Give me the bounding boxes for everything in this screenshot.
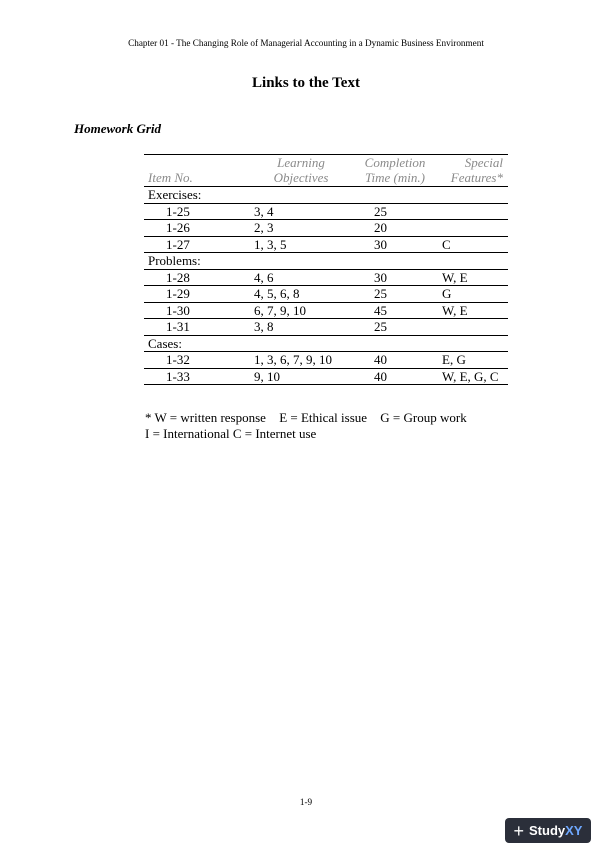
legend-line-2 [145, 426, 477, 442]
cell-learning-objectives: 6, 7, 9, 10 [254, 302, 348, 319]
table-row [144, 352, 508, 369]
cell-special-features [442, 319, 508, 336]
group-row-cases [144, 335, 508, 352]
table-row [144, 319, 508, 336]
group-row-problems [144, 253, 508, 270]
legend-line-1 [145, 410, 477, 426]
features-legend [145, 410, 477, 442]
legend-group-work: G = Group work [380, 410, 467, 425]
cell-special-features: G [442, 286, 508, 303]
cell-learning-objectives: 4, 6 [254, 269, 348, 286]
table-header [144, 155, 508, 187]
table-row [144, 220, 508, 237]
column-header-lo-line1: Learning [277, 155, 325, 170]
page-title: Links to the Text [252, 75, 360, 91]
column-header-learning-objectives [254, 155, 348, 187]
cell-completion-time: 30 [348, 269, 442, 286]
cell-special-features: W, E, G, C [442, 368, 499, 384]
cell-item-no: 1-33 [166, 368, 190, 384]
table-row [144, 368, 508, 385]
cell-item-no: 1-26 [144, 220, 254, 237]
cell-learning-objectives: 1, 3, 6, 7, 9, 10 [254, 352, 348, 369]
cell-completion-time: 30 [374, 236, 387, 252]
cell-learning-objectives: 4, 5, 6, 8 [254, 286, 348, 303]
plus-icon: + [513, 820, 525, 841]
cell-special-features [442, 203, 508, 220]
running-header: Chapter 01 - The Changing Role of Managerial Accounting in a Dynamic Business Environment [128, 38, 484, 48]
group-label: Cases: [148, 335, 182, 351]
table-row [144, 302, 508, 319]
cell-completion-time: 25 [348, 203, 442, 220]
column-header-item-no-label: Item No. [148, 170, 193, 185]
cell-completion-time: 40 [374, 368, 387, 384]
cell-completion-time: 40 [348, 352, 442, 369]
cell-item-no: 1-28 [144, 269, 254, 286]
cell-completion-time: 45 [348, 302, 442, 319]
homework-grid-table [144, 154, 508, 385]
cell-item-no: 1-29 [144, 286, 254, 303]
column-header-sf-line1: Special [464, 155, 503, 170]
column-header-completion-time [348, 155, 442, 187]
cell-completion-time: 25 [348, 286, 442, 303]
table-body [144, 187, 508, 385]
column-header-ct-line2: Time (min.) [365, 170, 425, 185]
cell-item-no: 1-32 [144, 352, 254, 369]
cell-special-features [442, 220, 508, 237]
cell-item-no: 1-25 [144, 203, 254, 220]
cell-special-features: W, E [442, 302, 508, 319]
table-row [144, 286, 508, 303]
legend-written-response: * W = written response [145, 410, 266, 425]
cell-special-features: C [442, 236, 451, 252]
cell-item-no: 1-30 [144, 302, 254, 319]
table-row [144, 269, 508, 286]
badge-brand-suffix: XY [565, 823, 583, 838]
group-row-exercises [144, 187, 508, 204]
column-header-sf-line2: Features* [450, 170, 503, 185]
cell-item-no: 1-27 [166, 236, 190, 252]
cell-completion-time: 20 [348, 220, 442, 237]
table-row [144, 203, 508, 220]
cell-learning-objectives: 3, 8 [254, 319, 274, 334]
column-header-lo-line2: Objectives [273, 170, 329, 185]
cell-item-no: 1-31 [166, 319, 190, 334]
cell-learning-objectives: 1, 3, 5 [254, 236, 287, 252]
cell-learning-objectives: 3, 4 [254, 203, 348, 220]
cell-completion-time: 25 [374, 319, 387, 334]
section-title: Homework Grid [74, 121, 162, 136]
cell-special-features: W, E [442, 269, 508, 286]
legend-international: I = International [145, 426, 230, 441]
table-row [144, 236, 508, 253]
column-header-item-no [144, 155, 254, 187]
cell-special-features: E, G [442, 352, 508, 369]
badge-brand-prefix: Study [529, 823, 566, 838]
group-label: Exercises: [148, 187, 202, 202]
legend-internet-use: C = Internet use [232, 426, 317, 441]
column-header-ct-line1: Completion [364, 155, 426, 170]
page-number: 1-9 [299, 797, 313, 807]
cell-learning-objectives: 9, 10 [254, 368, 280, 384]
studyxy-badge[interactable] [505, 818, 591, 843]
legend-ethical-issue: E = Ethical issue [279, 410, 368, 425]
column-header-special-features [442, 155, 508, 187]
cell-learning-objectives: 2, 3 [254, 220, 348, 237]
group-label: Problems: [148, 253, 201, 268]
